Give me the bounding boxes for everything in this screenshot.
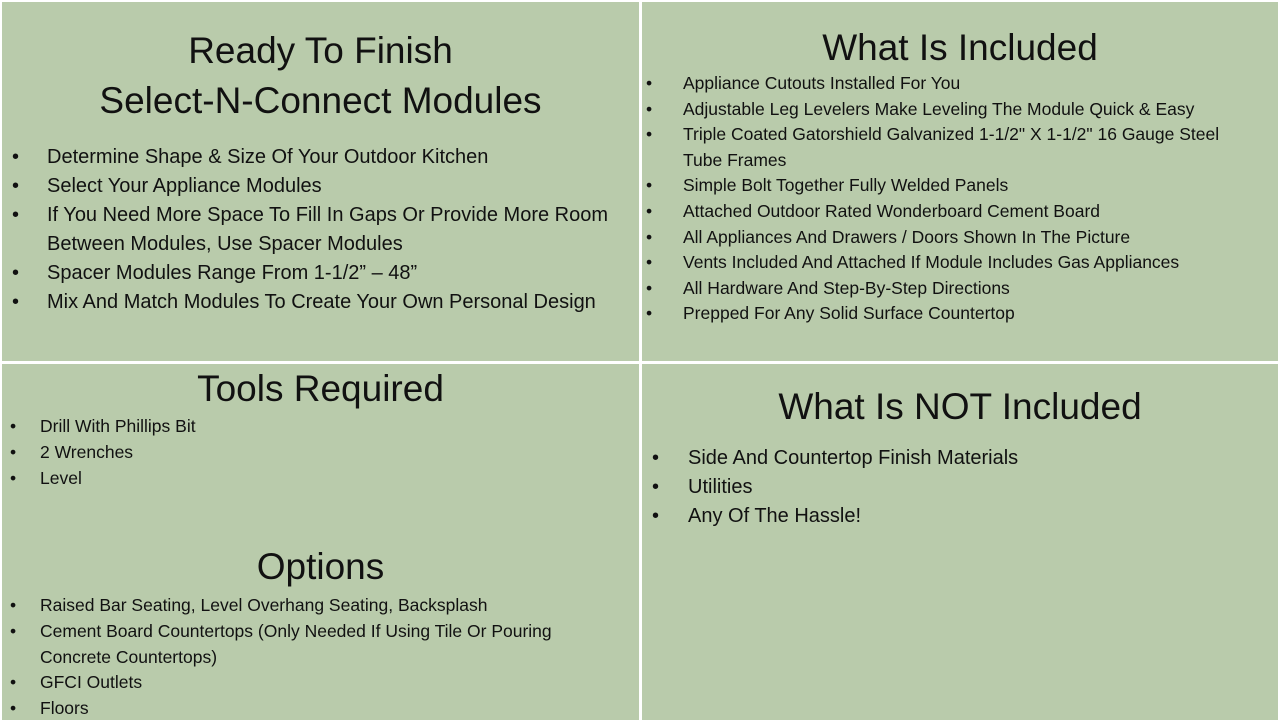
list-item: • Spacer Modules Range From 1-1/2” – 48” [12,259,622,288]
options-title: Options [256,546,385,587]
list-item: • Any Of The Hassle! [652,502,1252,531]
list-item: • Simple Bolt Together Fully Welded Panels [646,173,1256,199]
options-list [10,593,620,722]
list-item: • Determine Shape & Size Of Your Outdoor Kitchen [12,143,622,172]
included-list [646,71,1256,327]
list-item: • Appliance Cutouts Installed For You [646,71,1256,97]
tools-list [10,414,620,491]
list-item: • Mix And Match Modules To Create Your Own Personal Design [12,288,622,317]
list-item: • Cement Board Countertops (Only Needed If Using Tile Or Pouring Concrete Countertops) [10,619,620,671]
list-item: • Adjustable Leg Levelers Make Leveling The Module Quick & Easy [646,97,1256,123]
list-item: • Vents Included And Attached If Module Includes Gas Appliances [646,250,1256,276]
not-included-title: What Is NOT Included [778,386,1142,427]
list-item: • All Appliances And Drawers / Doors Shown In The Picture [646,225,1256,251]
list-item: • Level [10,466,620,492]
list-item: • Utilities [652,473,1252,502]
included-panel [642,2,1278,361]
ready-list [12,143,622,317]
list-item: • 2 Wrenches [10,440,620,466]
list-item: • Drill With Phillips Bit [10,414,620,440]
included-title: What Is Included [822,27,1098,68]
list-item: • All Hardware And Step-By-Step Directions [646,276,1256,302]
not-included-list [652,444,1252,531]
list-item: • Side And Countertop Finish Materials [652,444,1252,473]
list-item: • If You Need More Space To Fill In Gaps Or Provide More Room Between Modules, Use Spacer Modules [12,201,622,259]
list-item: • Raised Bar Seating, Level Overhang Seating, Backsplash [10,593,620,619]
list-item: • Select Your Appliance Modules [12,172,622,201]
list-item: • GFCI Outlets [10,670,620,696]
ready-title-line2: Select-N-Connect Modules [99,80,542,121]
list-item: • Floors [10,696,620,722]
list-item: • Prepped For Any Solid Surface Countertop [646,301,1256,327]
ready-to-finish-panel [2,2,639,361]
list-item: • Attached Outdoor Rated Wonderboard Cement Board [646,199,1256,225]
ready-title-line1: Ready To Finish [188,30,453,71]
not-included-panel [642,364,1278,720]
list-item: • Triple Coated Gatorshield Galvanized 1-1/2" X 1-1/2" 16 Gauge Steel Tube Frames [646,122,1256,173]
tools-title: Tools Required [197,368,444,409]
tools-options-panel [2,364,639,720]
